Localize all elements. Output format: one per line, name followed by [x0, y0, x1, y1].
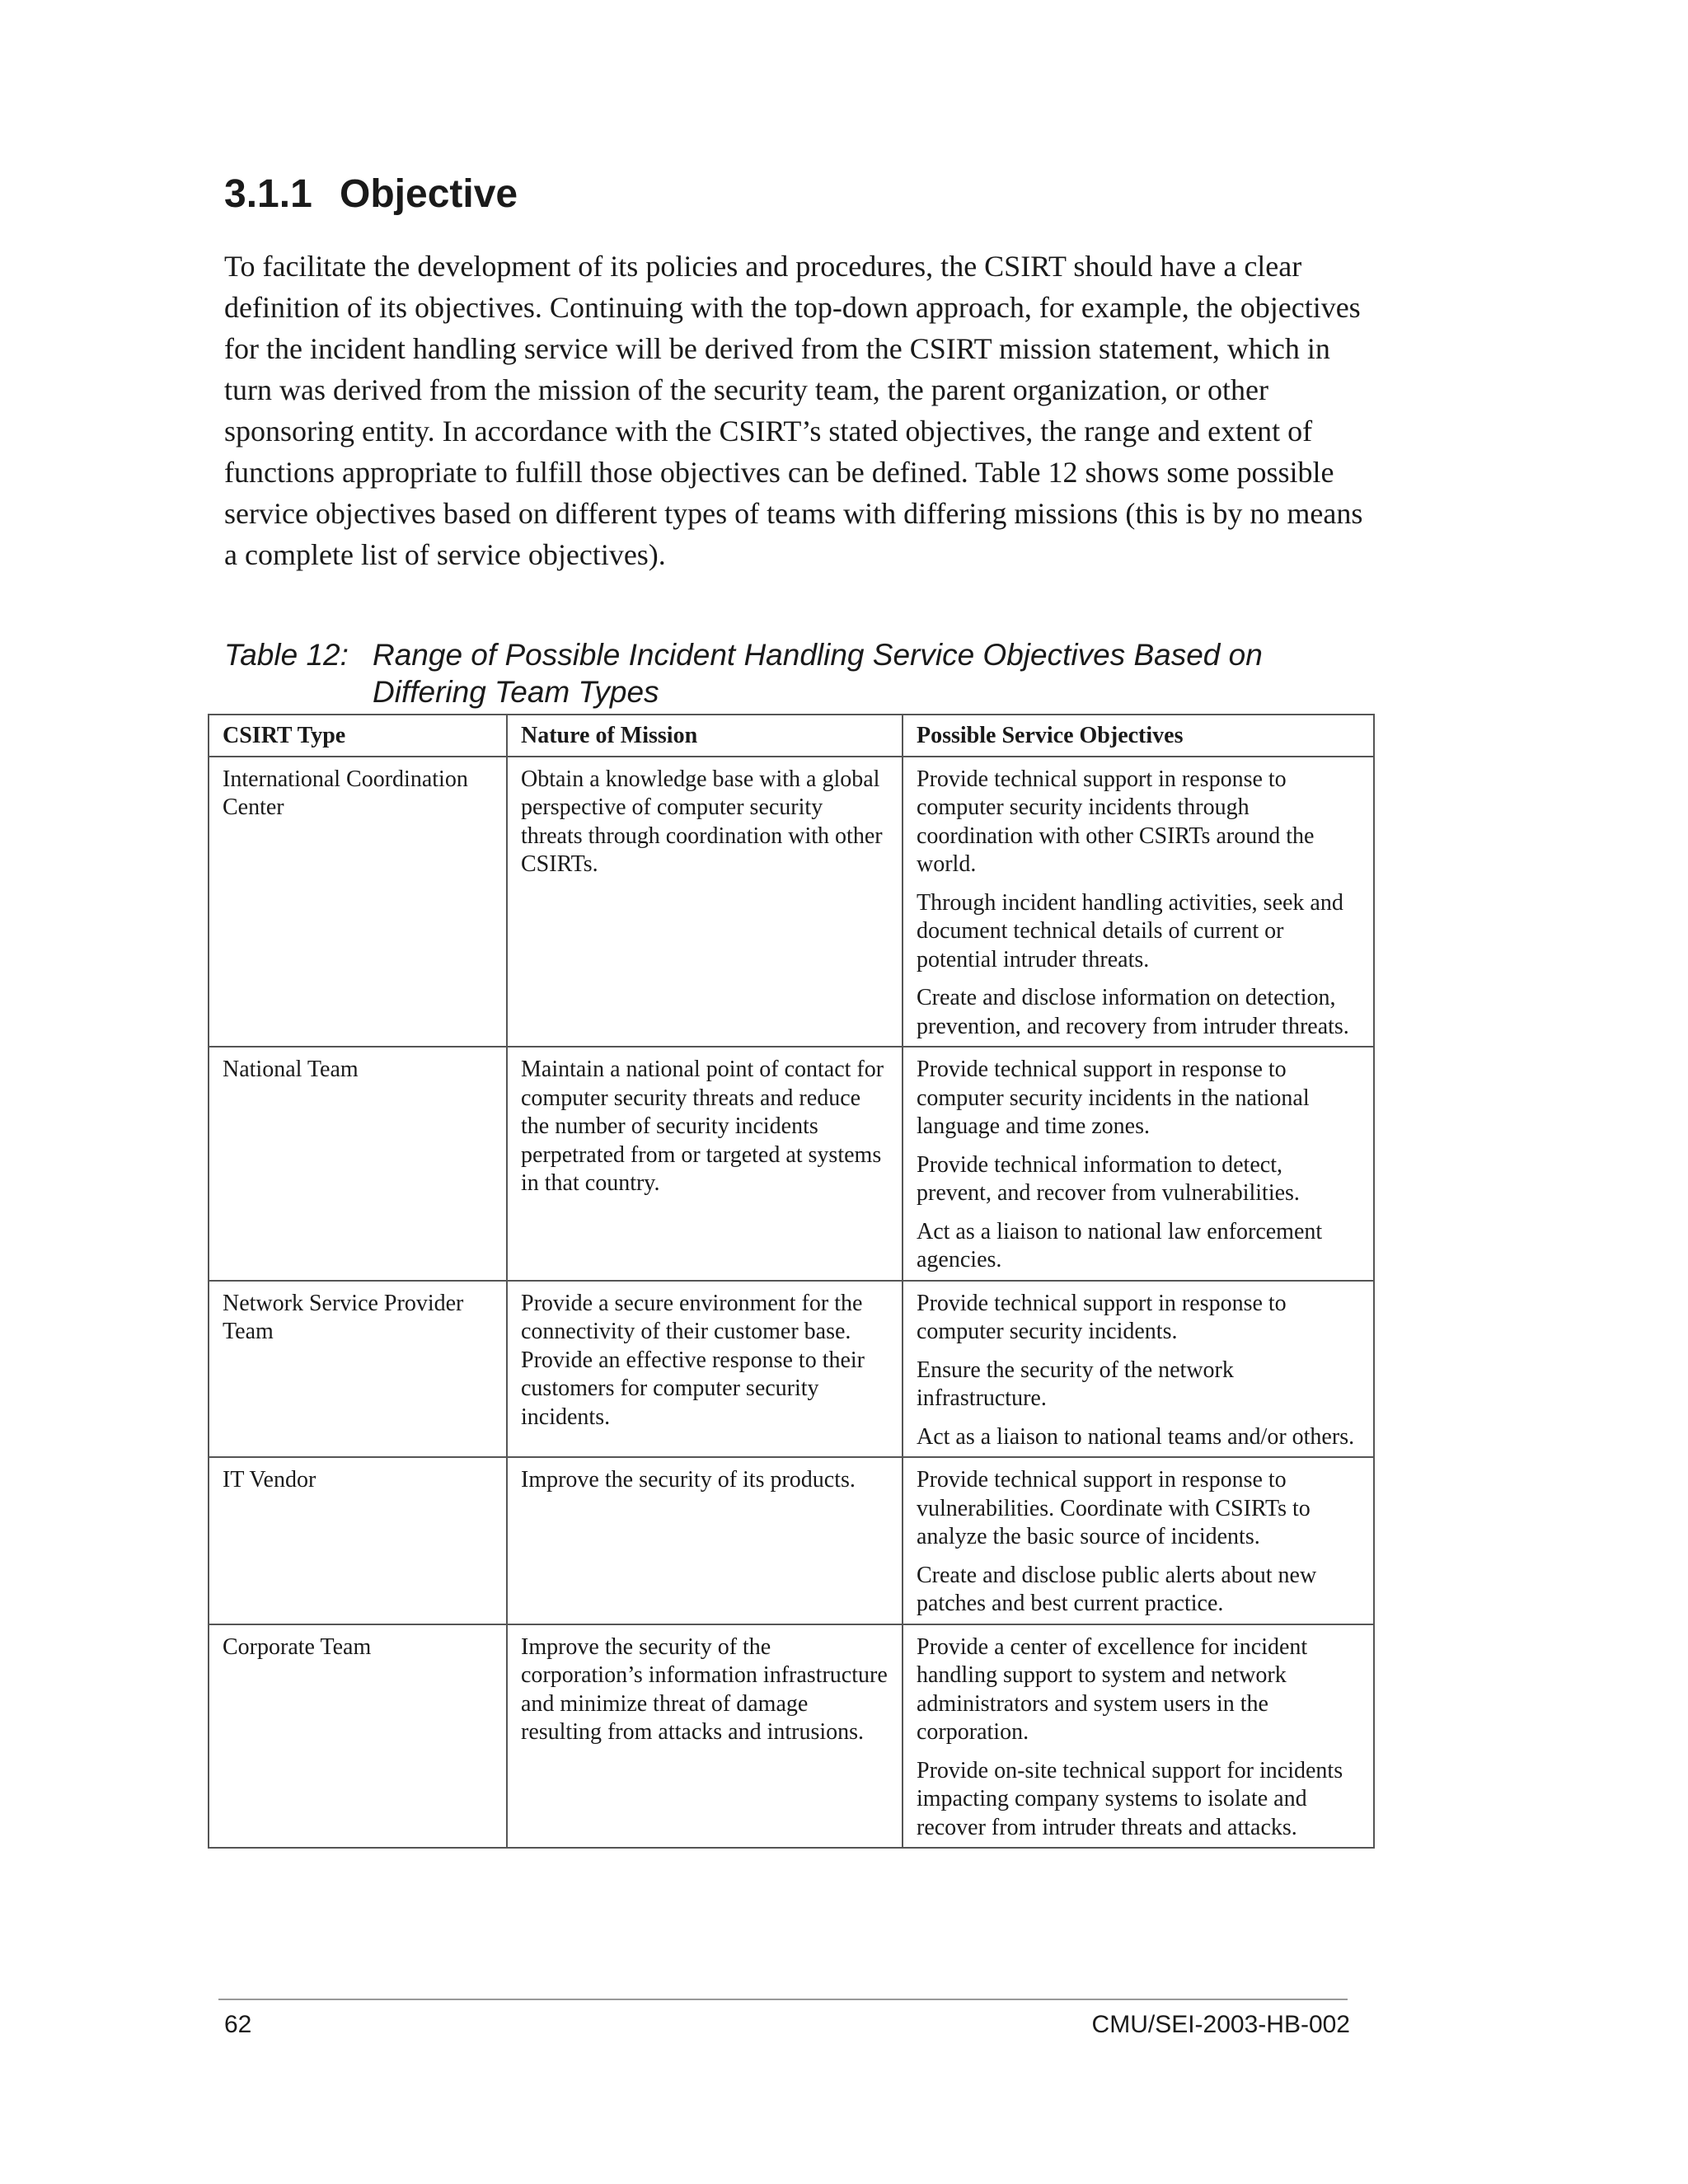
header-nature-of-mission: Nature of Mission: [507, 715, 903, 757]
objectives-cell: [903, 1457, 1374, 1624]
section-number: 3.1.1: [224, 172, 312, 216]
mission-cell: Provide a secure environment for the connectivity of their customer base. Provide an effective response to their customers for computer security incidents.: [507, 1281, 903, 1458]
objectives-cell: [903, 757, 1374, 1047]
objective-item: Act as a liaison to national law enforcement agencies.: [917, 1218, 1323, 1272]
mission-cell: Obtain a knowledge base with a global perspective of computer security threats through coordination with other CSIRTs.: [507, 757, 903, 1047]
objective-item: Provide technical support in response to vulnerabilities. Coordinate with CSIRTs to analyze the basic source of incidents.: [917, 1467, 1311, 1549]
header-possible-service-objectives: Possible Service Objectives: [903, 715, 1374, 757]
objective-item: Ensure the security of the network infrastructure.: [917, 1357, 1234, 1411]
objective-item: Provide technical support in response to computer security incidents through coordination with other CSIRTs around the world.: [917, 766, 1315, 877]
objective-item: Provide a center of excellence for incident handling support to system and network administrators and system users in the corporation.: [917, 1633, 1308, 1745]
objective-item: Provide technical support in response to computer security incidents.: [917, 1290, 1287, 1344]
objective-item: Create and disclose information on detection, prevention, and recovery from intruder threats.: [917, 985, 1349, 1039]
table-caption-text: Range of Possible Incident Handling Service Objectives Based on Differing Team Types: [373, 638, 1263, 709]
csirt-type-cell: Corporate Team: [209, 1624, 507, 1849]
objectives-table: [208, 714, 1375, 1849]
csirt-type-cell: National Team: [209, 1047, 507, 1281]
table-row: [209, 757, 1374, 1047]
section-title: Objective: [340, 172, 518, 216]
table-row: [209, 1457, 1374, 1624]
header-csirt-type: CSIRT Type: [209, 715, 507, 757]
objective-item: Create and disclose public alerts about new patches and best current practice.: [917, 1562, 1317, 1616]
body-paragraph: To facilitate the development of its policies and procedures, the CSIRT should have a clear definition of its objectives. Continuing with the top-down approach, for example, the objectives for the incident handling service will be derived from the CSIRT mission statement, which in turn was derived from the mission of the security team, the parent organization, or other sponsoring entity. In accordance with the CSIRT’s stated objectives, the range and extent of functions appropriate to fulfill those objectives can be defined. Table 12 shows some possible service objectives based on different types of teams with differing missions (this is by no means a complete list of service objectives).: [224, 250, 1363, 571]
objectives-cell: [903, 1047, 1374, 1281]
table-row: [209, 1624, 1374, 1849]
table-row: [209, 1047, 1374, 1281]
table-header-row: [209, 715, 1374, 757]
footer-divider: [218, 1999, 1348, 2000]
csirt-type-cell: International Coordination Center: [209, 757, 507, 1047]
csirt-type-cell: IT Vendor: [209, 1457, 507, 1624]
table-row: [209, 1281, 1374, 1458]
objective-item: Provide on-site technical support for incidents impacting company systems to isolate and recover from intruder threats and attacks.: [917, 1757, 1343, 1840]
csirt-type-cell: Network Service Provider Team: [209, 1281, 507, 1458]
objective-item: Through incident handling activities, seek and document technical details of current or potential intruder threats.: [917, 889, 1343, 972]
objectives-cell: [903, 1624, 1374, 1849]
objectives-cell: [903, 1281, 1374, 1458]
document-id: CMU/SEI-2003-HB-002: [1091, 2011, 1350, 2038]
section-heading: [224, 171, 518, 217]
mission-cell: Maintain a national point of contact for computer security threats and reduce the number of security incidents perpetrated from or targeted at systems in that country.: [507, 1047, 903, 1281]
objective-item: Provide technical information to detect, prevent, and recover from vulnerabilities.: [917, 1151, 1300, 1206]
mission-cell: Improve the security of its products.: [507, 1457, 903, 1624]
objective-item: Provide technical support in response to computer security incidents in the national language and time zones.: [917, 1057, 1310, 1139]
table-caption: [224, 636, 1378, 710]
objective-item: Act as a liaison to national teams and/or others.: [917, 1423, 1355, 1450]
table-caption-label: Table 12:: [224, 638, 349, 672]
mission-cell: Improve the security of the corporation’s information infrastructure and minimize threat of damage resulting from attacks and intrusions.: [507, 1624, 903, 1849]
page-number: 62: [224, 2011, 252, 2038]
